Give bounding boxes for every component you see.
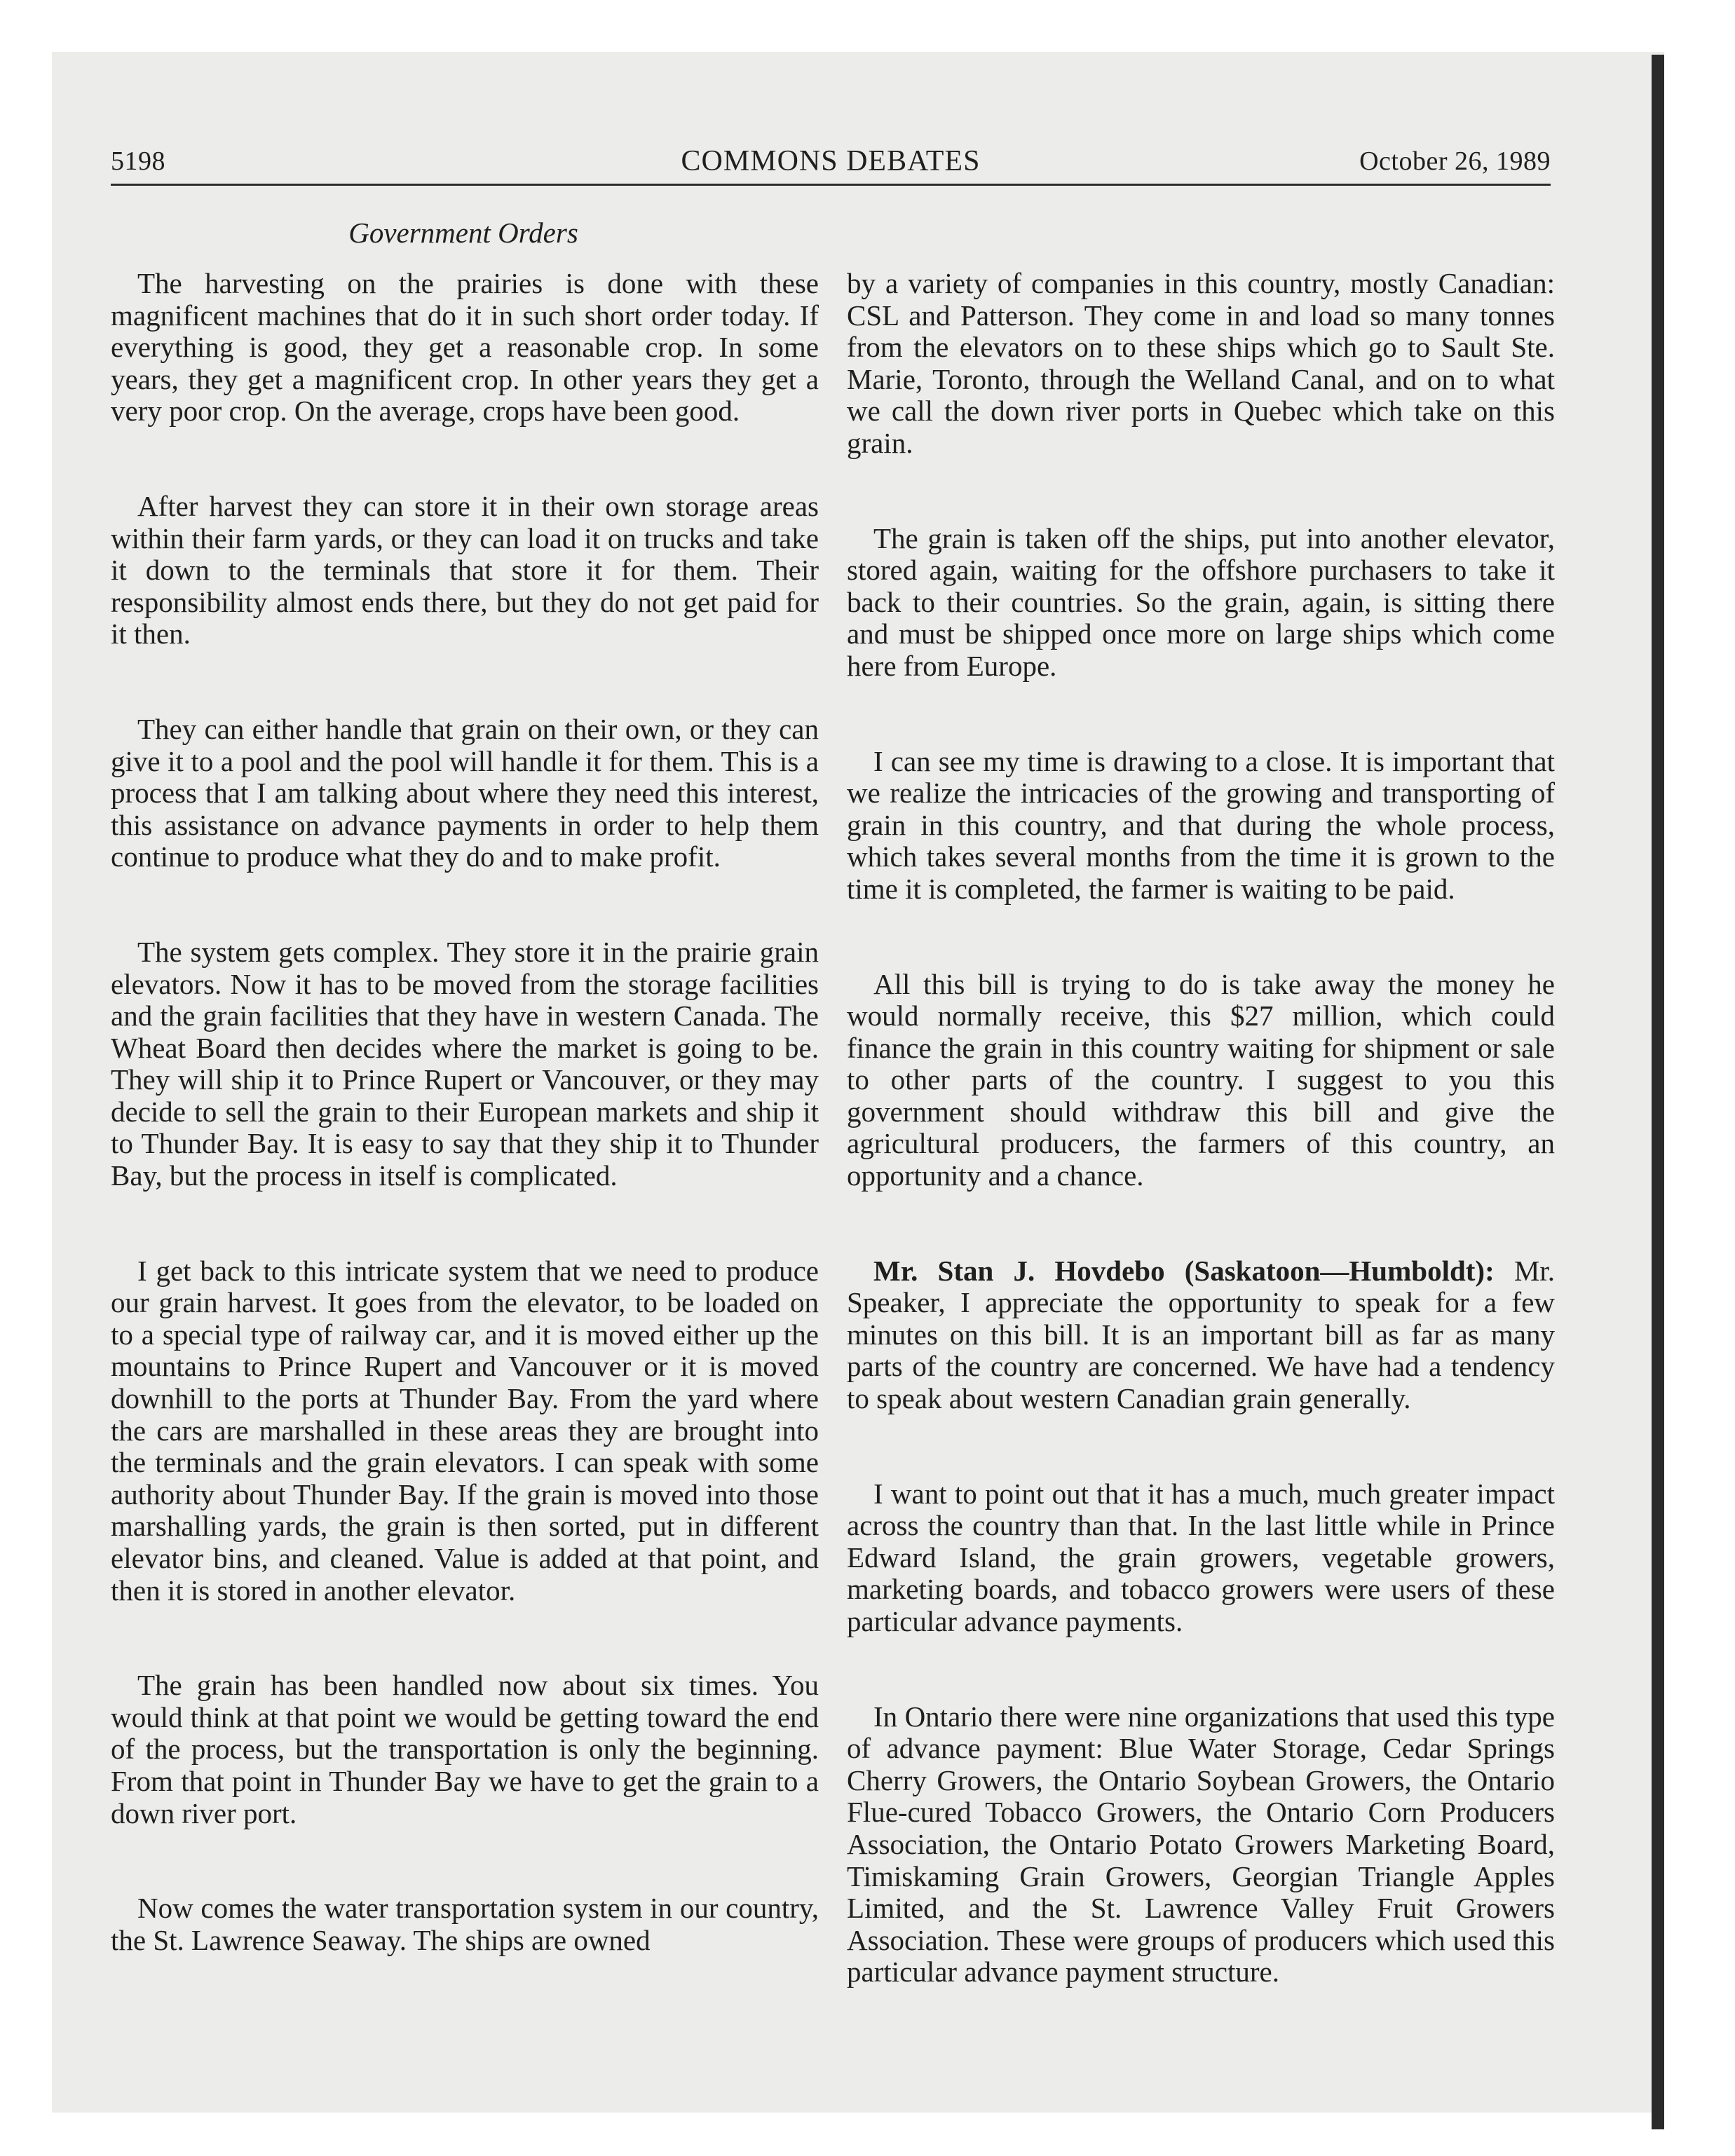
paragraph: by a variety of companies in this country, mostly Canadian: CSL and Patterson. They come in and load so many tonnes from the elevators on to these ships which go to Sault Ste. Marie, Toronto, through the Welland Canal, and on to what we call the down river ports in Quebec which take on this grain. [847,267,1555,459]
page-number: 5198 [111,146,165,176]
speaker-name: Mr. Stan J. Hovdebo (Saskatoon—Humboldt): [873,1254,1495,1287]
paragraph: I want to point out that it has a much, much greater impact across the country than that. In the last little while in Prince Edward Island, the grain growers, vegetable growers, marketing boards, and tobacco growers were users of these particular advance payments. [847,1477,1555,1637]
paragraph: The grain has been handled now about six times. You would think at that point we would be getting toward the end of the process, but the transportation is only the beginning. From that point in Thunder Bay we have to get the grain to a down river port. [111,1669,819,1829]
header-rule [111,184,1551,186]
paragraph: Now comes the water transportation system in our country, the St. Lawrence Seaway. The ships are owned [111,1892,819,1956]
paragraph: They can either handle that grain on their own, or they can give it to a pool and the pool will handle it for them. This is a process that I am talking about where they need this interest, this assistance on advance payments in order to help them continue to produce what they do and to make profit. [111,712,819,873]
left-column [111,268,819,2019]
speech-paragraph [847,1255,1555,1415]
publication-title: COMMONS DEBATES [681,145,981,177]
paragraph: The grain is taken off the ships, put into another elevator, stored again, waiting for the offshore purchasers to take it back to their countries. So the grain, again, is sitting there and must be shipped once more on large ships which come here from Europe. [847,521,1555,682]
paragraph: After harvest they can store it in their own storage areas within their farm yards, or they can load it on trucks and take it down to the terminals that store it for them. Their responsibility almost ends there, but they do not get paid for it then. [111,489,819,650]
speech-text: Mr. Speaker, I appreciate the opportunity to speak for a few minutes on this bill. It is an important bill as far as many parts of the country are concerned. We have had a tendency to speak about western Canadian grain generally. [847,1254,1555,1415]
paragraph: I can see my time is drawing to a close. It is important that we realize the intricacies of the growing and transporting of grain in this country, and that during the whole process, which takes several months from the time it is grown to the time it is completed, the farmer is waiting to be paid. [847,744,1555,905]
paragraph: I get back to this intricate system that we need to produce our grain harvest. It goes from the elevator, to be loaded on to a special type of railway car, and it is moved either up the mountains to Prince Rupert and Vancouver or it is moved downhill to the ports at Thunder Bay. From the yard where the cars are marshalled in these areas they are brought into the terminals and the grain elevators. I can speak with some authority about Thunder Bay. If the grain is moved into those marshalling yards, the grain is then sorted, put in different elevator bins, and cleaned. Value is added at that point, and then it is stored in another elevator. [111,1254,819,1606]
paragraph: The system gets complex. They store it in the prairie grain elevators. Now it has to be moved from the storage facilities and the grain facilities that they have in western Canada. The Wheat Board then decides where the market is going to be. They will ship it to Prince Rupert or Vancouver, or they may decide to sell the grain to their European markets and ship it to Thunder Bay. It is easy to say that they ship it to Thunder Bay, but the process in itself is complicated. [111,935,819,1192]
page-date: October 26, 1989 [1359,146,1551,176]
section-heading: Government Orders [348,217,578,249]
paragraph: In Ontario there were nine organizations that used this type of advance payment: Blue Water Storage, Cedar Springs Cherry Growers, the Ontario Soybean Growers, the Ontario Flue-cured Tobacco Growers, the Ontario Corn Producers Association, the Ontario Potato Growers Marketing Board, Timiskaming Grain Growers, Georgian Triangle Apples Limited, and the St. Lawrence Valley Fruit Growers Association. These were groups of producers which used this particular advance payment structure. [847,1700,1555,1988]
paragraph: All this bill is trying to do is take away the money he would normally receive, this $27 million, which could finance the grain in this country waiting for shipment or sale to other parts of the country. I suggest to you this government should withdraw this bill and give the agricultural producers, the farmers of this country, an opportunity and a chance. [847,967,1555,1192]
page-edge-shadow [1652,55,1664,2129]
right-column [847,268,1555,2052]
running-header [111,142,1551,181]
paragraph: The harvesting on the prairies is done with these magnificent machines that do it in such short order today. If everything is good, they get a reasonable crop. In some years, they get a magnificent crop. In other years they get a very poor crop. On the average, crops have been good. [111,267,819,428]
